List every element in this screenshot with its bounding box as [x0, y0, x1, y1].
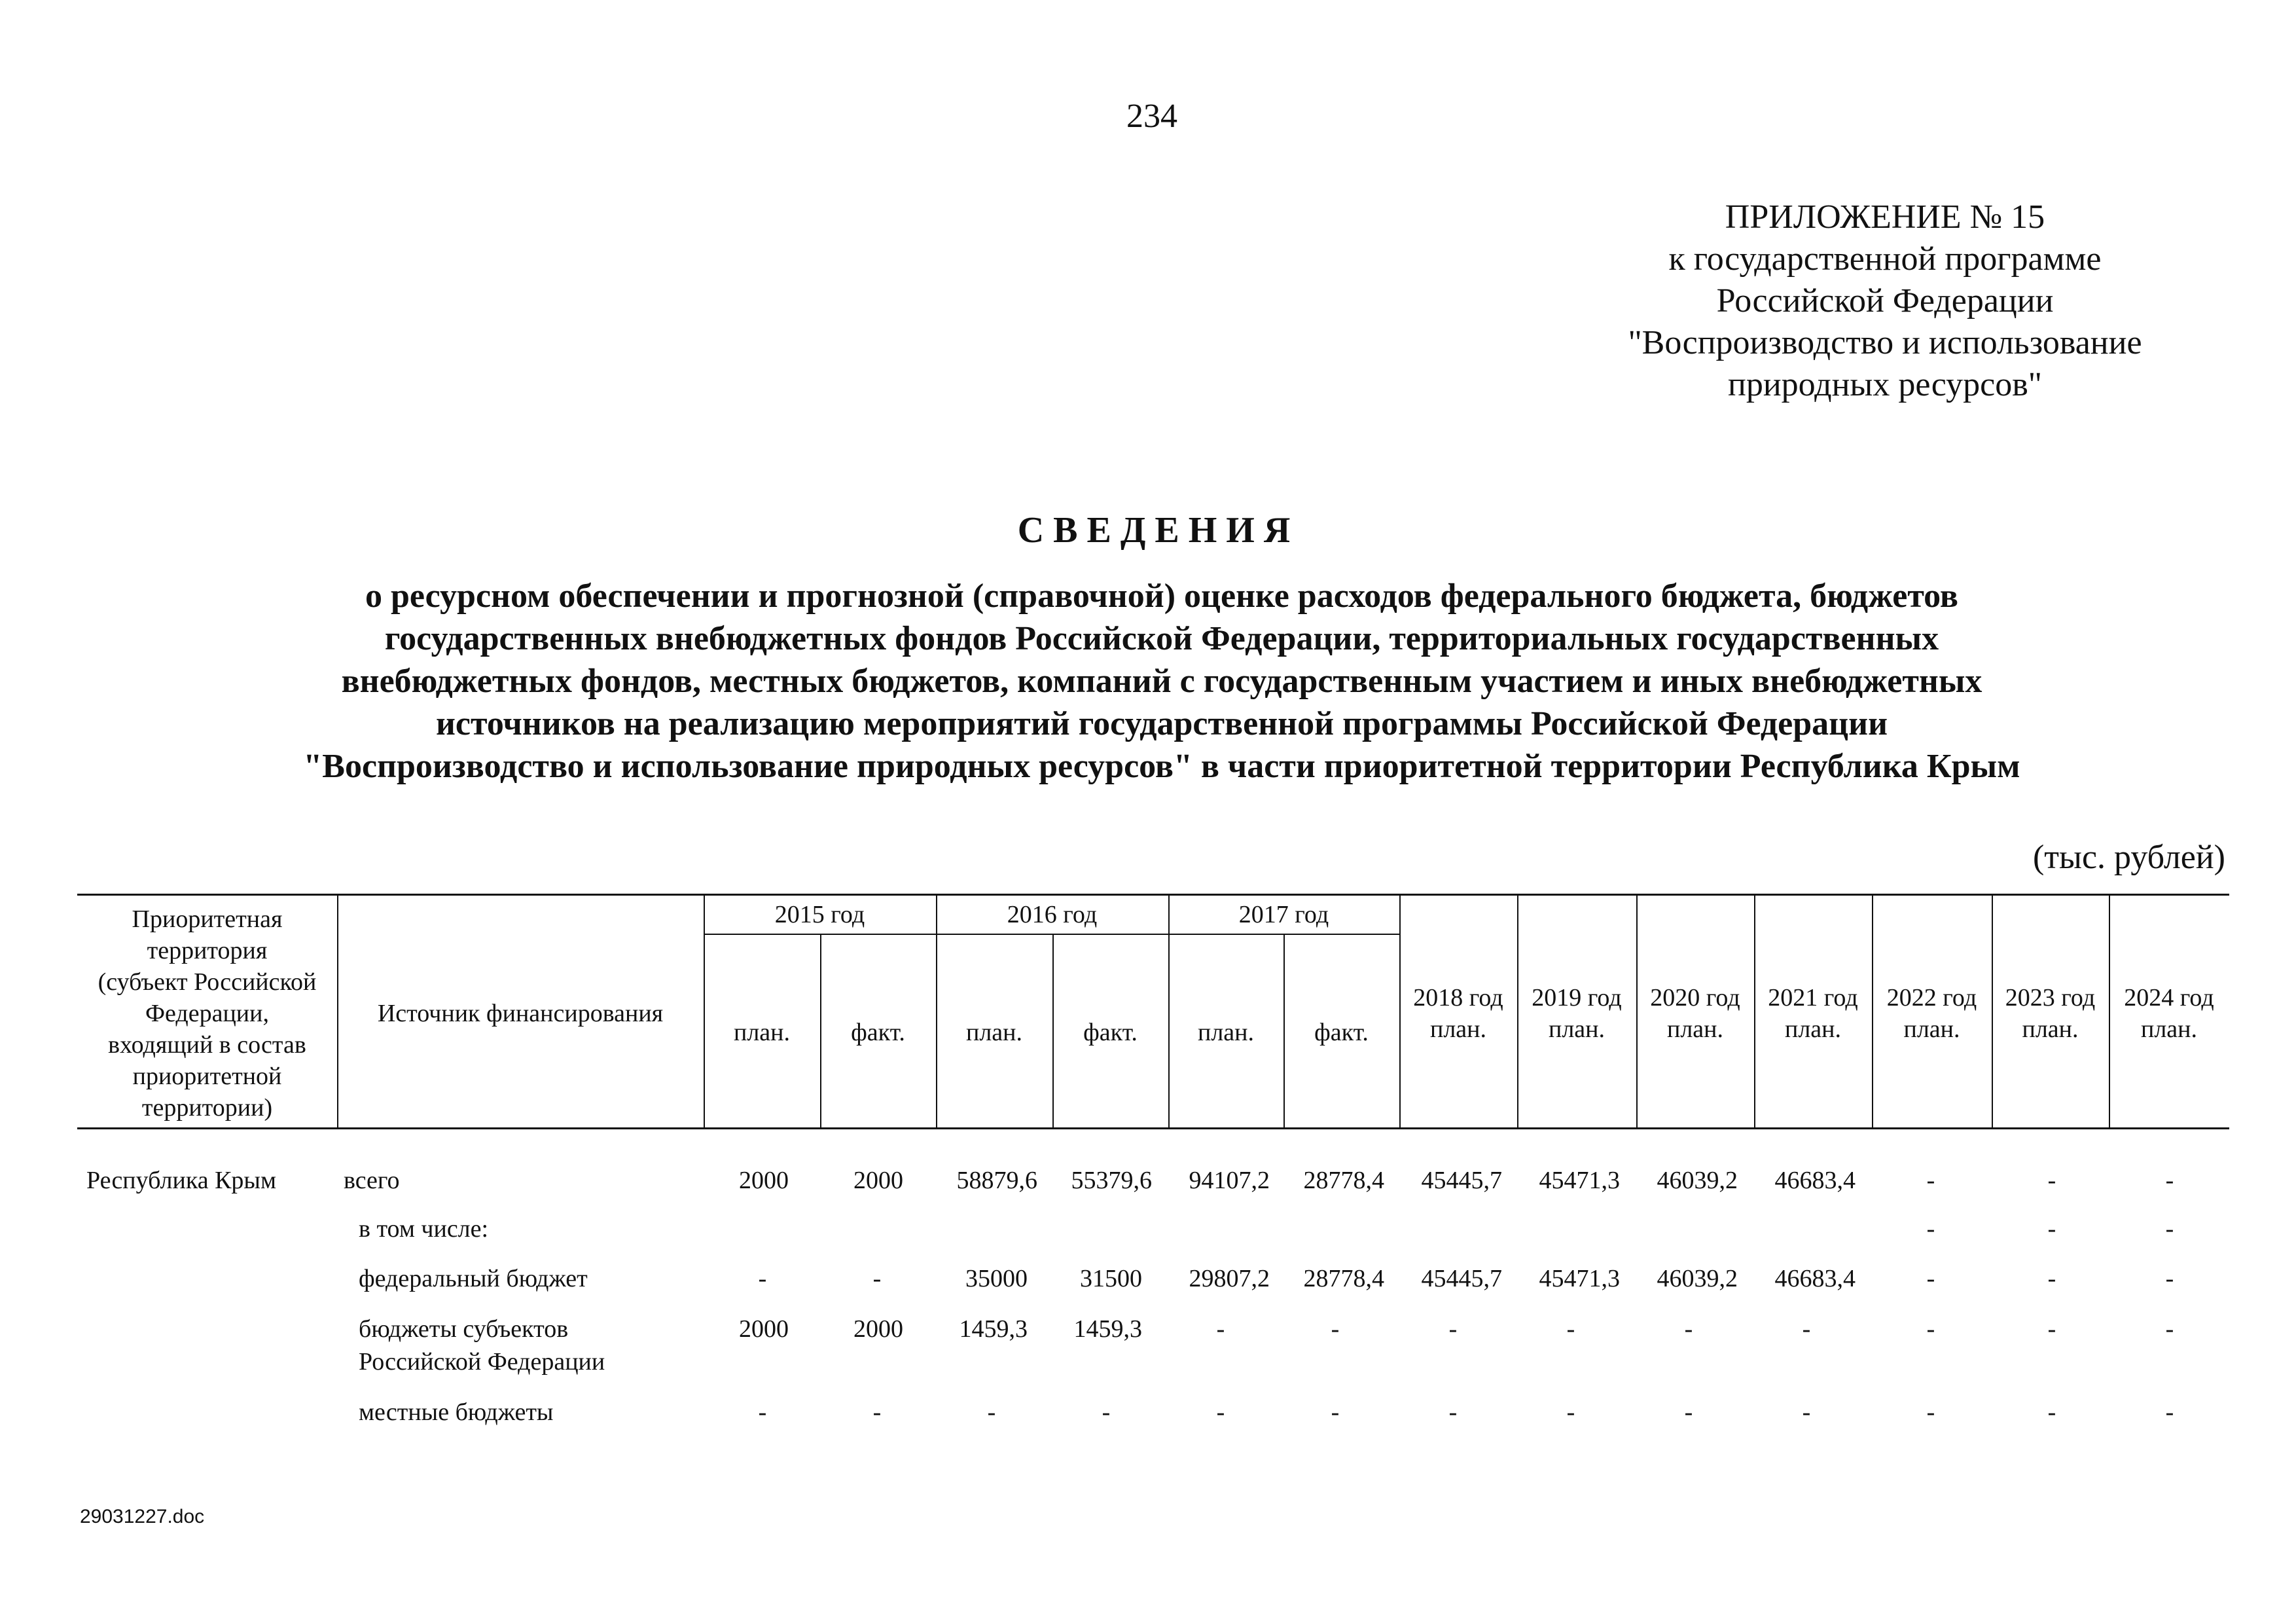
value-cell: - [2165, 1215, 2174, 1243]
value-cell: 2000 [739, 1315, 789, 1343]
value-cell: 31500 [1080, 1265, 1142, 1292]
value-cell: - [1216, 1398, 1225, 1426]
value-cell: - [2165, 1398, 2174, 1426]
value-cell: 29807,2 [1189, 1265, 1270, 1292]
year-2018-header: 2018 год план. [1413, 984, 1503, 1043]
year-2019-header: 2019 год план. [1532, 984, 1622, 1043]
value-cell: 1459,3 [959, 1315, 1028, 1343]
plan-header: план. [1197, 1019, 1254, 1046]
value-cell: 46683,4 [1774, 1167, 1856, 1194]
document-subtitle [157, 575, 2166, 788]
value-cell: - [1802, 1315, 1811, 1343]
year-2022-header: 2022 год план. [1886, 984, 1977, 1043]
source-cell: местные бюджеты [359, 1398, 554, 1426]
value-cell: - [1102, 1398, 1111, 1426]
plan-header: план. [965, 1019, 1022, 1046]
value-cell: - [758, 1398, 767, 1426]
value-cell: 45445,7 [1421, 1167, 1502, 1194]
subtitle-line: внебюджетных фондов, местных бюджетов, компаний с государственным участием и иных внебюджетных [341, 663, 1982, 700]
year-2017-header: 2017 год [1238, 901, 1329, 928]
value-cell: 55379,6 [1071, 1167, 1152, 1194]
source-cell: в том числе: [359, 1215, 489, 1243]
value-cell: - [1331, 1398, 1340, 1426]
value-cell: 46683,4 [1774, 1265, 1856, 1292]
value-cell: - [2165, 1167, 2174, 1194]
value-cell: - [1216, 1315, 1225, 1343]
value-cell: - [1926, 1265, 1935, 1292]
year-2021-header: 2021 год план. [1768, 984, 1858, 1043]
value-cell: - [2047, 1167, 2056, 1194]
source-cell-line2: Российской Федерации [359, 1348, 605, 1376]
appendix-line: природных ресурсов" [1727, 366, 2042, 403]
value-cell: - [1802, 1398, 1811, 1426]
value-cell: - [1448, 1315, 1458, 1343]
value-cell: 45445,7 [1421, 1265, 1502, 1292]
value-cell: 46039,2 [1657, 1167, 1738, 1194]
units-label: (тыс. рублей) [2032, 839, 2225, 876]
fact-header: факт. [851, 1019, 905, 1046]
value-cell: - [1448, 1398, 1458, 1426]
subtitle-line: источников на реализацию мероприятий государственной программы Российской Федерации [435, 705, 1888, 742]
value-cell: 28778,4 [1303, 1265, 1384, 1292]
source-header: Источник финансирования [377, 1000, 664, 1027]
year-2015-header: 2015 год [774, 901, 865, 928]
value-cell: 2000 [853, 1315, 903, 1343]
value-cell: - [1684, 1398, 1693, 1426]
value-cell: - [2047, 1398, 2056, 1426]
year-2016-header: 2016 год [1007, 901, 1098, 928]
value-cell: - [2047, 1315, 2056, 1343]
footer-filename: 29031227.doc [80, 1506, 205, 1527]
value-cell: - [2047, 1265, 2056, 1292]
value-cell: - [2165, 1265, 2174, 1292]
appendix-line: Российской Федерации [1716, 282, 2054, 319]
value-cell: 2000 [739, 1167, 789, 1194]
year-2023-header: 2023 год план. [2005, 984, 2096, 1043]
source-cell: бюджеты субъектов [359, 1315, 569, 1343]
appendix-line: к государственной программе [1668, 240, 2102, 278]
value-cell: - [1926, 1398, 1935, 1426]
appendix-line: "Воспроизводство и использование [1628, 324, 2142, 361]
value-cell: 28778,4 [1303, 1167, 1384, 1194]
value-cell: - [1566, 1398, 1575, 1426]
subtitle-line: "Воспроизводство и использование природных ресурсов" в части приоритетной территории Республика Крым [303, 748, 2020, 785]
value-cell: - [1331, 1315, 1340, 1343]
value-cell: - [987, 1398, 996, 1426]
value-cell: - [872, 1265, 882, 1292]
value-cell: - [2165, 1315, 2174, 1343]
value-cell: 2000 [853, 1167, 903, 1194]
value-cell: 45471,3 [1539, 1265, 1620, 1292]
subtitle-line: о ресурсном обеспечении и прогнозной (справочной) оценке расходов федерального бюджета, бюджетов [365, 577, 1958, 615]
fact-header: факт. [1314, 1019, 1369, 1046]
page-number: 234 [1126, 98, 1177, 135]
source-cell: федеральный бюджет [359, 1265, 588, 1292]
value-cell: 45471,3 [1539, 1167, 1620, 1194]
subtitle-line: государственных внебюджетных фондов Российской Федерации, территориальных государственных [384, 620, 1939, 657]
plan-header: план. [733, 1019, 790, 1046]
value-cell: 94107,2 [1189, 1167, 1270, 1194]
value-cell: 46039,2 [1657, 1265, 1738, 1292]
year-2020-header: 2020 год план. [1650, 984, 1740, 1043]
value-cell: 58879,6 [956, 1167, 1037, 1194]
value-cell: - [1926, 1215, 1935, 1243]
value-cell: - [2047, 1215, 2056, 1243]
value-cell: - [1684, 1315, 1693, 1343]
value-cell: - [1566, 1315, 1575, 1343]
value-cell: - [1926, 1315, 1935, 1343]
value-cell: - [758, 1265, 767, 1292]
table-header [77, 894, 2229, 1129]
value-cell: - [1926, 1167, 1935, 1194]
appendix-line: ПРИЛОЖЕНИЕ № 15 [1725, 198, 2045, 236]
fact-header: факт. [1083, 1019, 1138, 1046]
value-cell: 1459,3 [1073, 1315, 1142, 1343]
source-cell: всего [344, 1167, 400, 1194]
value-cell: 35000 [965, 1265, 1028, 1292]
year-2024-header: 2024 год план. [2124, 984, 2214, 1043]
appendix-block [1545, 196, 2225, 406]
territory-cell: Республика Крым [86, 1167, 277, 1194]
territory-header: Приоритетная территория (субъект Российской Федерации, входящий в состав приоритетной территории) [98, 905, 317, 1122]
value-cell: - [872, 1398, 882, 1426]
document-title: СВЕДЕНИЯ [1017, 510, 1300, 551]
